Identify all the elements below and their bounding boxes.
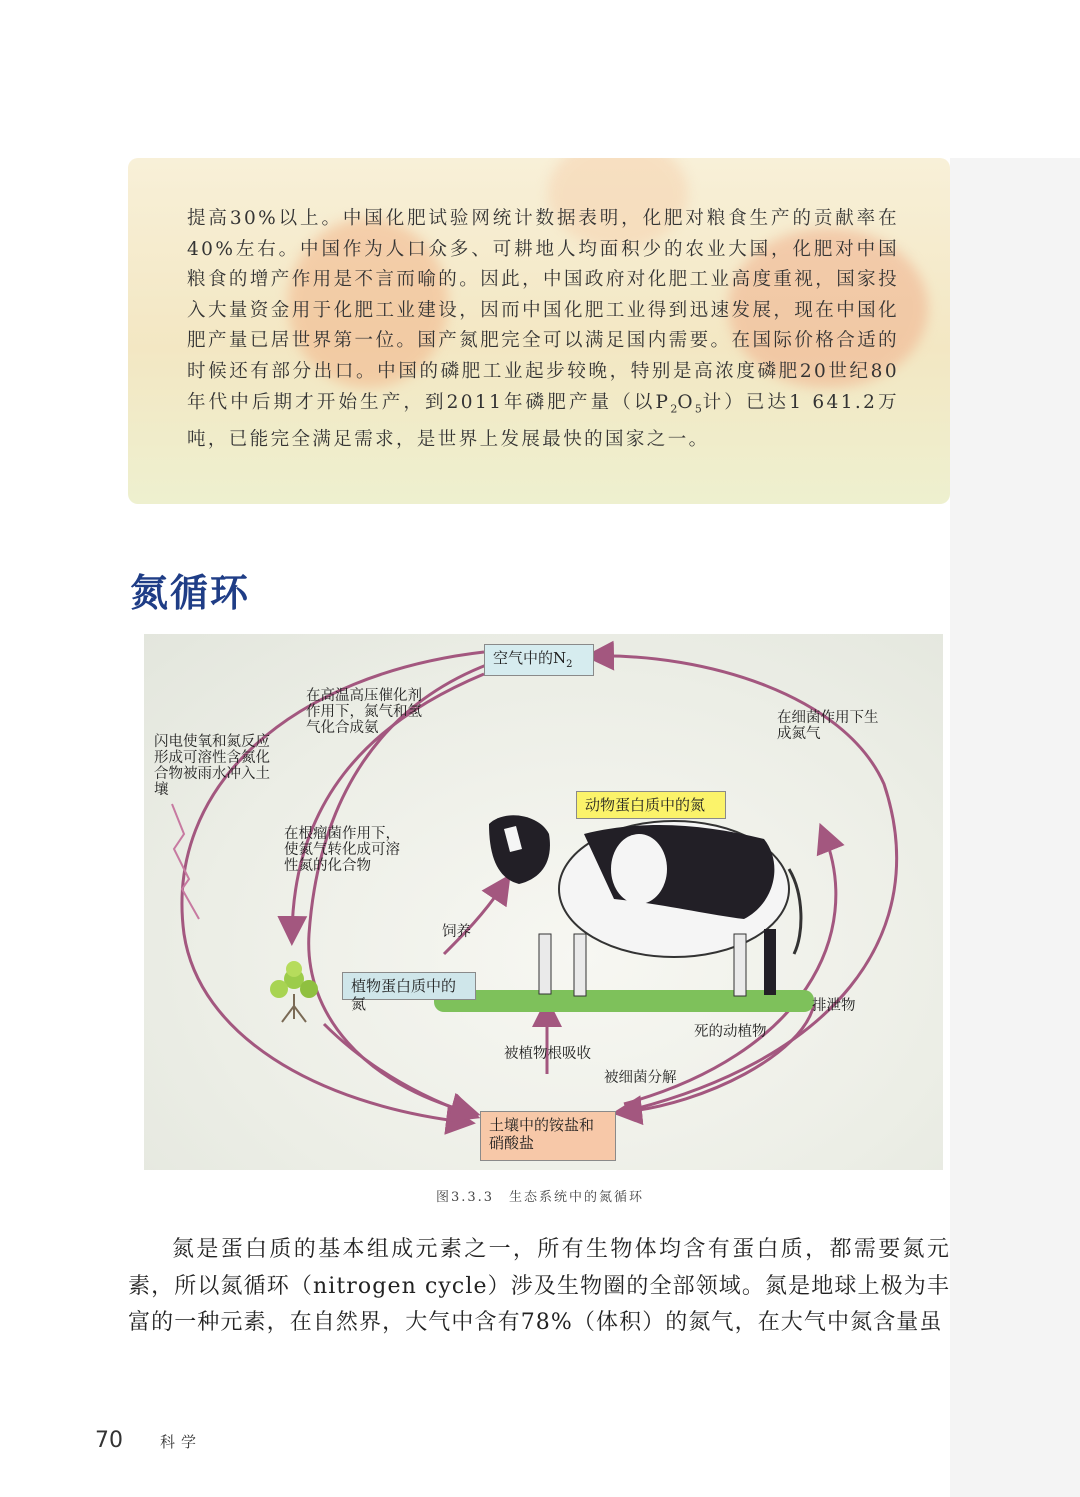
label-feed: 饲养 xyxy=(442,924,471,940)
box-plant-protein: 植物蛋白质中的氮 xyxy=(342,972,476,1000)
arrow-plant-to-soil xyxy=(324,1024,469,1114)
nitrogen-cycle-figure xyxy=(144,634,943,1170)
reading-text: 提高30%以上。中国化肥试验网统计数据表明，化肥对粮食生产的贡献率在40%左右。中国作为人口众多、可耕地人均面积少的农业大国，化肥对中国粮食的增产作用是不言而喻的。因此，中国政府对化肥工业高度重视，国家投入大量资金用于化肥工业建设，因而中国化肥工业得到迅速发展，现在中国化肥产量已居世界第一位。国产氮肥完全可以满足国内需要。在国际价格合适的时候还有部分出口。中国的磷肥工业起步较晚，特别是高浓度磷肥20世纪80年代中后期才开始生产，到2011年磷肥产量（以$P_2O_5$计）已达1 641.2万吨，已能完全满足需求，是世界上发展最快的国家之一。 xyxy=(187,208,899,450)
label-absorb: 被植物根吸收 xyxy=(504,1046,591,1062)
box-soil-salts: 土壤中的铵盐和硝酸盐 xyxy=(480,1111,616,1161)
label-denitrify: 在细菌作用下生成氮气 xyxy=(777,710,879,742)
cow-illustration xyxy=(489,815,801,996)
box-atmospheric-nitrogen: 空气中的$N_2$ xyxy=(484,644,594,676)
page-edge-strip xyxy=(950,158,1080,1497)
arrow-feed xyxy=(444,884,504,954)
road-decoration xyxy=(128,499,950,504)
box-animal-protein: 动物蛋白质中的氮 xyxy=(576,791,726,819)
label-excrete: 排泄物 xyxy=(812,998,856,1014)
label-decompose: 被细菌分解 xyxy=(604,1070,677,1086)
label-fixation: 在根瘤菌作用下，使氮气转化成可溶性氮的化合物 xyxy=(284,826,400,874)
grass-strip xyxy=(434,990,814,1012)
body-paragraph: 氮是蛋白质的基本组成元素之一，所有生物体均含有蛋白质，都需要氮元素，所以氮循环（nitrogen cycle）涉及生物圈的全部领域。氮是地球上极为丰富的一种元素，在自然界，大气中含有78%（体积）的氮气，在大气中氮含量虽 xyxy=(128,1237,950,1335)
section-title: 氮循环 xyxy=(130,571,251,615)
label-industrial: 在高温高压催化剂作用下，氮气和氢气化合成氨 xyxy=(306,688,422,736)
figure-caption: 图3.3.3 生态系统中的氮循环 xyxy=(435,1190,645,1205)
page-number: 70 xyxy=(95,1428,123,1453)
label-dead: 死的动植物 xyxy=(694,1024,767,1040)
label-lightning: 闪电使氧和氮反应形成可溶性含氮化合物被雨水冲入土壤 xyxy=(154,734,270,798)
running-head: 科学 xyxy=(160,1433,203,1451)
